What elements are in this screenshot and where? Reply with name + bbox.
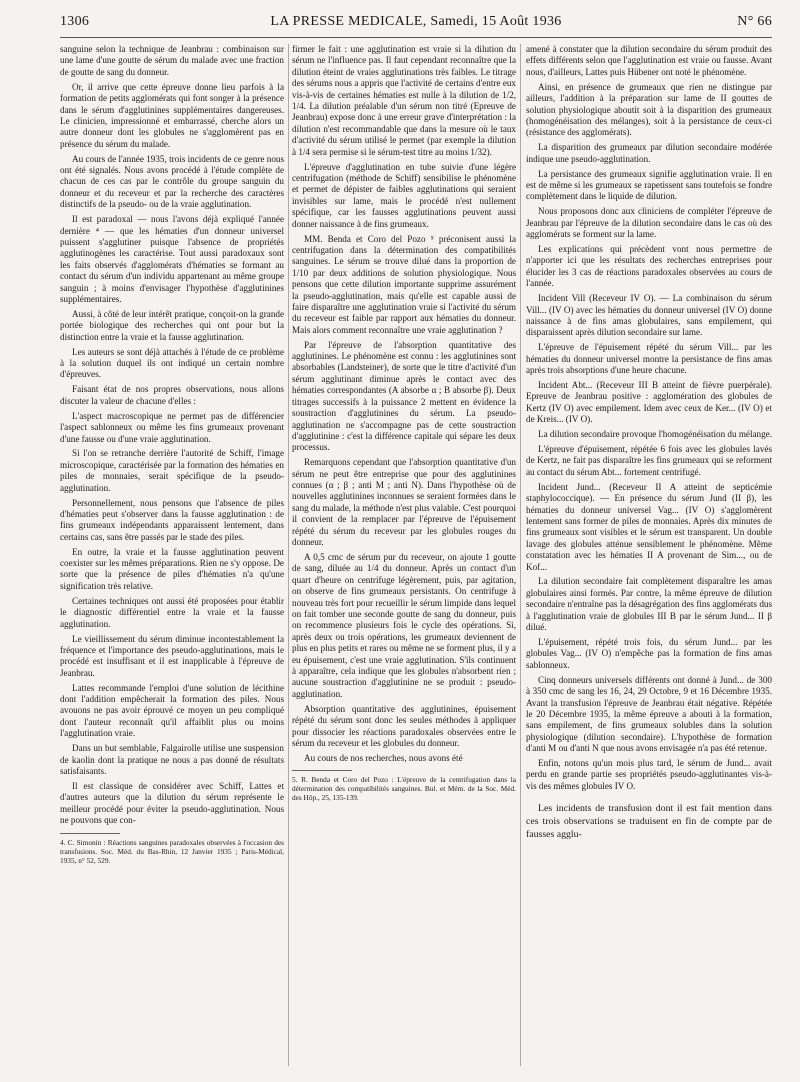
paragraph: L'épreuve d'agglutination en tube suivie d'une légère centrifugation (méthode de Schiff) sensibilise le phénomène et permet de dépister de faibles agglutinations qui seraient invisibles sur lame, mais le procédé n'est nullement spécifique, car les fausses agglutinations peuvent aussi donner naissance à de fins grumeaux. xyxy=(292,161,516,229)
paragraph: Ainsi, en présence de grumeaux que rien ne distingue par ailleurs, l'addition à la préparation sur lame de II gouttes de solution physiologique aboutit soit à la disparition des grumeaux (homogénéisation des mélanges), soit à la persistance de ceux-ci (résistance des agglomérats). xyxy=(526,81,772,138)
column-divider xyxy=(520,44,521,1066)
paragraph: La dilution secondaire fait complètement disparaître les amas globulaires ainsi formés. Par contre, la même épreuve de dilution secondaire n'entraîne pas la désagrégation des fins agglomérats dus à l'agglutination vraie de globules III B par le sérum Jund... II β dilué. xyxy=(526,576,772,633)
paragraph: Il est classique de considérer avec Schiff, Lattes et d'autres auteurs que la dilution du sérum représente le meilleur procédé pour éviter la pseudo-agglutination. Nous ne pouvons que con- xyxy=(60,780,284,826)
paragraph: La dilution secondaire provoque l'homogénéisation du mélange. xyxy=(538,429,773,440)
paragraph: sanguine selon la technique de Jeanbrau : combinaison sur une lame d'une goutte de sérum du malade avec une fraction de goutte de sang du donneur. xyxy=(60,44,284,77)
paragraph: L'épreuve de l'épuisement répété du sérum Vill... par les hématies du donneur universel montre la persistance de fins amas après trois absorptions d'une heure chacune. xyxy=(526,342,772,376)
journal-title: LA PRESSE MEDICALE, Samedi, 15 Août 1936 xyxy=(270,14,562,29)
issue-number: N° 66 xyxy=(737,14,772,29)
paragraph: Au cours de nos recherches, nous avons été xyxy=(304,752,463,763)
paragraph: Incident Jund... (Receveur II A atteint de septicémie staphylococcique). — En présence du sérum Jund (II β), les hématies du donneur universel Vag... (IV O) s'agglomèrent lentement sans former de piles de monnaies. Après dix minutes de fins grumeaux sont visibles et le sérum est transparent. Un double lavage des globules atténue sensiblement le phénomène. Même constatation avec les hématies II A provenant de Sim..., ou de Kof... xyxy=(526,481,772,572)
paragraph: Les auteurs se sont déjà attachés à l'étude de ce problème à la solution duquel ils ont indiqué un certain nombre d'épreuves. xyxy=(60,346,284,380)
paragraph: Personnellement, nous pensons que l'absence de piles d'hématies peut s'observer dans la fausse agglutination : de fins grumeaux indépendants apparaissent lentement, dans certains cas, sans être passés par le stade des piles. xyxy=(60,497,284,542)
paragraph: Certaines techniques ont aussi été proposées pour établir le diagnostic différentiel entre la vraie et la fausse agglutination. xyxy=(60,595,284,629)
header-rule xyxy=(60,37,772,38)
footnote: 4. C. Simonin : Réactions sanguines paradoxales observées à l'occasion des transfusions. Soc. Méd. du Bas-Rhin, 12 Janvier 1935 ; Paris-Médical, 1935, n° 52, 529. xyxy=(60,837,284,865)
paragraph: La disparition des grumeaux par dilution secondaire modérée indique une pseudo-agglutination. xyxy=(526,142,772,164)
paragraph: amené à constater que la dilution secondaire du sérum produit des effets différents selon que l'agglutination est vraie ou fausse. Avant nous, d'ailleurs, Lattes puis Hübener ont noté le phénomène. xyxy=(526,44,772,77)
paragraph: Incident Vill (Receveur IV O). — La combinaison du sérum Vill... (IV O) avec les hématies du donneur universel (IV O) donne naissance à de fins amas globulaires, sans empilement, qui disparaissent après dilution secondaire sur lame. xyxy=(526,293,772,338)
paragraph: L'aspect macroscopique ne permet pas de différencier l'aspect sablonneux ou même les fins grumeaux provenant d'une fausse ou d'une vraie agglutination. xyxy=(60,410,284,444)
paragraph: Cinq donneurs universels différents ont donné à Jund... de 300 à 350 cmc de sang les 16, 24, 29 Octobre, 9 et 16 Décembre 1935. Avant la transfusion l'épreuve de Jeanbrau était négative. Répétée le 20 Décembre 1935, la même épreuve a abouti à la formation, sans empilement, de fins grumeaux solubles dans la solution physiologique (dilution secondaire). L'hypothèse de formation d'anti M ou d'anti N que nous avons envisagée n'a pas été retenue. xyxy=(526,674,772,754)
paragraph: L'épreuve d'épuisement, répétée 6 fois avec les globules lavés de Kertz, ne fait pas disparaître les fins grumeaux qui se reforment au contact du sérum Abt... fortement centrifugé. xyxy=(526,444,772,477)
column-1 xyxy=(60,44,284,868)
paragraph: Faisant état de nos propres observations, nous allons discuter la valeur de chacune d'elles : xyxy=(60,384,284,406)
paragraph: Absorption quantitative des agglutinines, épuisement répété du sérum sont donc les seules méthodes à appliquer pour dissocier les réactions paradoxales observées entre le sérum du receveur et les globules du donneur. xyxy=(292,703,516,748)
paragraph: Par l'épreuve de l'absorption quantitative des agglutinines. Le phénomène est connu : les agglutinines sont absorbables (Landsteiner), de sorte que le titre d'activité d'un sérum agglutinant diminue après le contact avec des hématies correspondantes (A absorbe α ; B absorbe β). Deux titrages successifs à la puissance 2 mettent en évidence la soustraction d'agglutinines du sérum. La pseudo-agglutination ne s'accompagne pas de cette soustraction d'agglutinine : c'est la différence capitale qui sépare les deux processus. xyxy=(292,339,516,453)
paragraph: A 0,5 cmc de sérum pur du receveur, on ajoute 1 goutte de sang, diluée au 1/4 du donneur. Après un contact d'un quart d'heure on centrifuge légèrement, puis, par agitation, on observe de fins grumeaux persistants. On centrifuge à nouveau très fort pour recueillir le sérum limpide dans lequel on fait tomber une seconde goutte de sang du donneur, puis on recommence plusieurs fois le cycle des opérations. Si, après deux ou trois opérations, les grumeaux deviennent de plus en plus petits et rares ou même ne se forment plus, il y a eu épuisement, c'est une vraie agglutination. S'ils continuent à apparaître, cela indique que les globules n'absorbent rien ; aucune soustraction d'agglutinine ne se produit : pseudo-agglutination. xyxy=(292,551,516,699)
paragraph: Lattes recommande l'emploi d'une solution de lécithine dont l'addition empêcherait la formation des piles. Nous avouons ne pas avoir éprouvé ce moyen un peu compliqué dont l'auteur reconnaît qu'il affaiblit plus ou moins l'agglutination vraie. xyxy=(60,682,284,739)
paragraph: L'épuisement, répété trois fois, du sérum Jund... par les globules Vag... (IV O) n'empêche pas la formation de fins amas sablonneux. xyxy=(526,637,772,670)
footnote-rule xyxy=(292,770,352,771)
paragraph: Le vieillissement du sérum diminue incontestablement la fréquence et l'importance des pseudo-agglutinations, mais le procédé est insuffisant et il est inapplicable à l'épreuve de Jeanbrau. xyxy=(60,633,284,678)
footnote-rule xyxy=(60,833,120,834)
paragraph: Dans un but semblable, Falgairolle utilise une suspension de kaolin dont la pratique ne nous a pas donné de résultats satisfaisants. xyxy=(60,743,284,776)
column-2 xyxy=(292,44,516,806)
paragraph: Enfin, notons qu'un mois plus tard, le sérum de Jund... avait perdu en grande partie ses propriétés pseudo-agglutinantes vis-à-vis des mêmes globules IV O. xyxy=(526,758,772,791)
paragraph: Si l'on se retranche derrière l'autorité de Schiff, l'image microscopique, caractérisée par la formation des hématies en piles de monnaies, serait spécifique de la pseudo-agglutination. xyxy=(60,448,284,493)
column-divider xyxy=(288,44,289,1066)
paragraph: La persistance des grumeaux signifie agglutination vraie. Il en est de même si les grumeaux se rapetissent sans toutefois se fondre complètement dans le liquide de dilution. xyxy=(526,168,772,202)
paragraph: En outre, la vraie et la fausse agglutination peuvent coexister sur les mêmes préparations. Rien ne s'y oppose. De sorte que la présence de piles d'hématies n'a qu'une signification très relative. xyxy=(60,546,284,591)
paragraph: Au cours de l'année 1935, trois incidents de ce genre nous ont été signalés. Nous avons procédé à l'étude complète de chacun de ces cas par le contrôle du groupe sanguin du donneur et du receveur et par la recherche des caractères distinctifs de la pseudo- ou de la vraie agglutination. xyxy=(60,153,284,210)
paragraph: Or, il arrive que cette épreuve donne lieu parfois à la formation de petits agglomérats qui font songer à la présence dans le sérum d'agglutinines supplémentaires dangereuses. Le clinicien, impressionné et embarrassé, cherche alors un autre donneur dont les globules ne s'agglomèrent pas en présence du sérum du malade. xyxy=(60,81,284,149)
paragraph: firmer le fait : une agglutination est vraie si la dilution du sérum ne l'influence pas. Il faut cependant reconnaître que la dilution éteint de vraies agglutinations très faibles. Le titrage des sérums nous a appris que l'activité de certains d'entre eux vis-à-vis de certaines hématies est nulle à la dilution de 1/2, 1/4. La dilution préalable d'un sérum non titré (Epreuve de Jeanbrau) expose donc à une erreur grave d'interprétation : la dilution n'est recommandable que dans la mesure où le taux d'activité du sérum utilisé le permet (par exemple la dilution à 1/4 sera permise si le sérum-test titre au moins 1/32). xyxy=(292,44,516,157)
closing-paragraph: Les incidents de transfusion dont il est fait mention dans ces trois observations se traduisent en fin de compte par de fausses agglu- xyxy=(526,803,772,841)
paragraph: Aussi, à côté de leur intérêt pratique, conçoit-on la grande portée biologique des recherches qui ont pour but la distinction entre la vraie et la fausse agglutination. xyxy=(60,308,284,342)
paragraph: Il est paradoxal — nous l'avons déjà expliqué l'année dernière ⁴ — que les hématies d'un donneur universel puissent s'agglutiner puisque l'absence de propriétés agglutinogènes les caractérise. Tout aussi paradoxaux sont les faits observés d'agglomérats d'hématies se formant au contact du sérum d'un individu appartenant au même groupe sanguin ; à moins d'envisager l'hypothèse d'agglutinines supplémentaires. xyxy=(60,214,284,305)
paragraph: MM. Benda et Coro del Pozo ⁵ préconisent aussi la centrifugation dans la détermination des compatibilités sanguines. Le sérum se trouve dilué dans la proportion de 1/10 par deux additions de solution physiologique. Nous pensons que cette dilution importante supprime assurément la pseudo-agglutination, mais qu'elle est capable aussi de faire disparaître une agglutination vraie si l'activité du sérum du receveur est faible par rapport aux hématies du donneur. Mais alors comment reconnaître une vraie agglutination ? xyxy=(292,233,516,335)
paragraph: Remarquons cependant que l'absorption quantitative d'un sérum ne peut être entreprise que pour des agglutinines connues (α ; β ; anti M ; anti N). Dans l'hypothèse où de nouvelles agglutinines inconnues se seraient formées dans le sang du malade, la méthode n'est plus valable. C'est pourquoi il convient de la remplacer par l'épreuve de l'épuisement répété du sérum du receveur par les globules rouges du donneur. xyxy=(292,457,517,548)
paragraph: Les explications qui précèdent vont nous permettre de n'apporter ici que les résultats des recherches entreprises pour élucider les 3 cas de réactions paradoxales observées au cours de l'année. xyxy=(526,244,772,289)
paragraph: Nous proposons donc aux cliniciens de compléter l'épreuve de Jeanbrau par l'épreuve de la dilution secondaire dans le cas où des agglomérats se forment sur la lame. xyxy=(526,206,772,240)
footnote: 5. R. Benda et Coro del Pozo : L'épreuve de la centrifugation dans la détermination des compatibilités sanguines. Bul. et Mém. de la Soc. Méd. des Hôp., 25, 135-139. xyxy=(292,775,516,803)
paragraph: Incident Abt... (Receveur III B atteint de fièvre puerpérale). Epreuve de Jeanbrau positive : agglomération des globules de Kertz (IV O) avec empilement. Idem avec ceux de Ker... (IV O) et de Kreis... (IV O). xyxy=(526,379,772,425)
column-3 xyxy=(526,44,772,845)
page-number: 1306 xyxy=(60,14,90,29)
